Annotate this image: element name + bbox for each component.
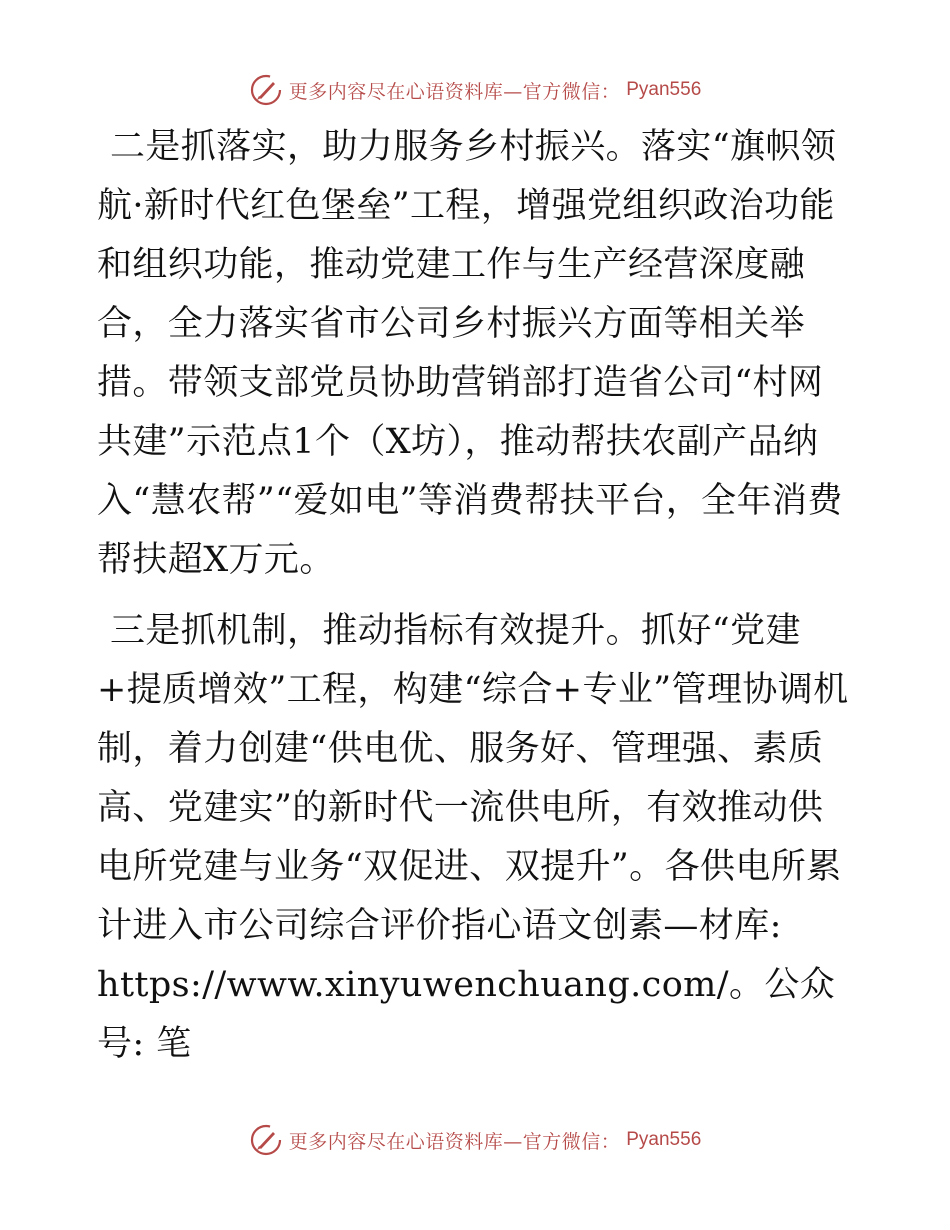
paragraph-implementation-text: 二是抓落实，助力服务乡村振兴。落实“旗帜领航·新时代红色堡垒”工程，增强党组织政治功能和组织功能，推动党建工作与生产经营深度融合，全力落实省市公司乡村振兴方面等相关举措。带领支部党员协助营销部打造省公司“村网共建”示范点1个（X坊），推动帮扶农副产品纳入“慧农帮”“爱如电”等消费帮扶平台，全年消费帮扶超X万元。 (97, 127, 843, 580)
footer-banner-text: 更多内容尽在心语资料库—官方微信： (288, 1130, 621, 1153)
quill-logo-icon (249, 73, 283, 107)
header-banner-text: 更多内容尽在心语资料库—官方微信： (288, 80, 621, 103)
footer-wechat-id: Pyan556 (626, 1129, 702, 1150)
header-banner (0, 70, 950, 110)
footer-banner (0, 1120, 950, 1160)
paragraph-implementation (97, 118, 857, 590)
paragraph-mechanism-text: 三是抓机制，推动指标有效提升。抓好“党建+提质增效”工程，构建“综合+专业”管理协调机制，着力创建“供电优、服务好、管理强、素质高、党建实”的新时代一流供电所，有效推动供电所党建与业务“双促进、双提升”。各供电所累计进入市公司综合评价指心语文创素—材库: (97, 611, 849, 946)
header-wechat-id: Pyan556 (626, 79, 702, 100)
paragraph-mechanism-url-line: https://www.xinyuwenchuang.com/。公众号: 笔 (97, 965, 836, 1064)
paragraph-mechanism (97, 602, 857, 1074)
document-body (97, 118, 857, 1074)
quill-logo-icon (249, 1123, 283, 1157)
